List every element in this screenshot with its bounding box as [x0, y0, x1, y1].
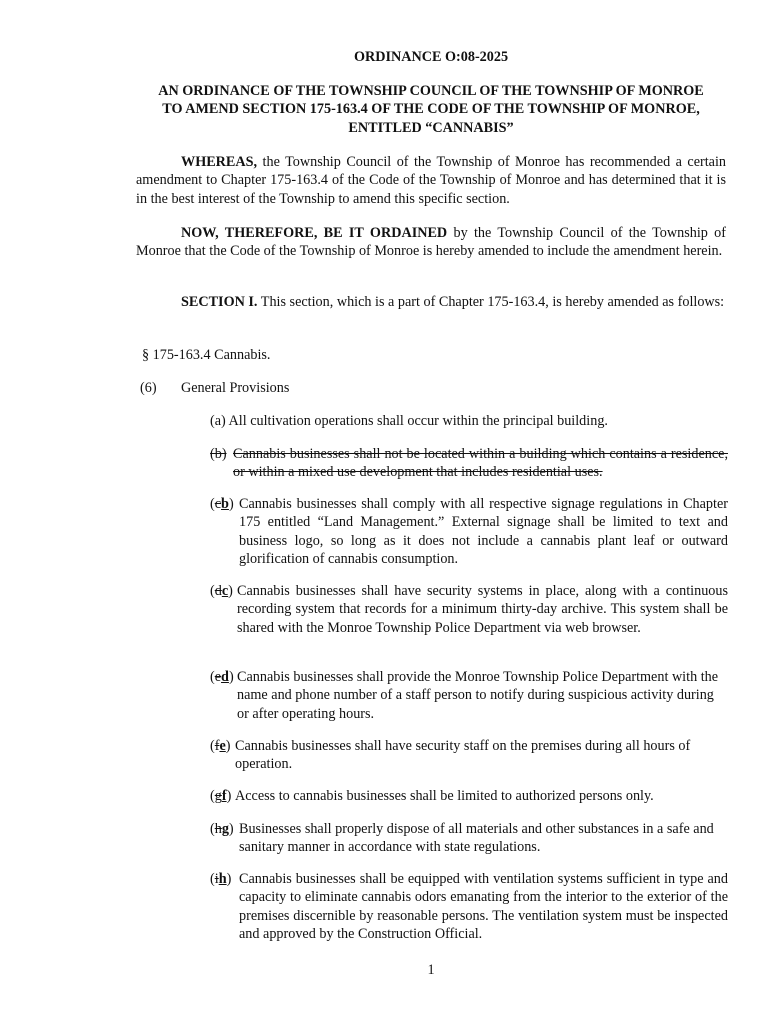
item-text: Cannabis businesses shall have security systems in place, along with a continuous recording system that records for a minimum thirty-day archive. This system shall be shared with the Monroe Township Police Department via web browser.	[237, 583, 728, 636]
list-item	[210, 870, 728, 944]
deleted-letter: c	[214, 496, 222, 512]
whereas-paragraph	[136, 153, 726, 208]
section-text: This section, which is a part of Chapter 175-163.4, is hereby amended as follows:	[257, 294, 725, 310]
deleted-letter: d	[214, 583, 222, 599]
item-text: Businesses shall properly dispose of all materials and other substances in a safe and sanitary manner in accordance with state regulations.	[239, 821, 714, 856]
list-item-deleted	[210, 445, 728, 482]
list-item	[210, 495, 728, 569]
ordained-paragraph	[136, 224, 726, 261]
inserted-letter: d	[221, 669, 229, 685]
list-item	[210, 737, 728, 774]
item-label: (cb)	[210, 496, 234, 512]
general-provisions	[140, 379, 289, 397]
whereas-text: the Township Council of the Township of Monroe has recommended a certain amendment to Chapter 175-163.4 of the Code of the Township of Monroe and has determined that it is in the best interest of the Township to amend this specific section.	[136, 154, 726, 207]
inserted-letter: b	[221, 496, 229, 512]
inserted-letter: c	[221, 583, 229, 599]
inserted-letter: f	[221, 788, 227, 804]
item-label: (b)	[210, 446, 227, 462]
heading-line: ENTITLED “CANNABIS”	[348, 119, 514, 136]
item-text: Cannabis businesses shall provide the Monroe Township Police Department with the name and phone number of a staff person to notify during suspicious activity during or after operating hours.	[237, 669, 719, 722]
item-text: Cannabis businesses shall comply with all respective signage regulations in Chapter 175 entitled “Land Management.” External signage shall be limited to text and business logo, so long as it does not include a cannabis plant leaf or outward glorification of cannabis consumption.	[239, 496, 728, 568]
section-reference: § 175-163.4 Cannabis.	[142, 347, 271, 363]
item-text: All cultivation operations shall occur within the principal building.	[228, 413, 608, 429]
list-item	[210, 820, 728, 857]
provision-number: (6)	[140, 380, 157, 396]
ordained-lead: NOW, THEREFORE, BE IT ORDAINED	[181, 225, 448, 241]
item-text: Access to cannabis businesses shall be limited to authorized persons only.	[235, 788, 654, 804]
deleted-letter: e	[214, 669, 222, 685]
provision-label: General Provisions	[181, 380, 290, 396]
deleted-letter: i	[214, 871, 219, 887]
item-label: (hg)	[210, 821, 234, 837]
heading-line: TO AMEND SECTION 175-163.4 OF THE CODE OF THE TOWNSHIP OF MONROE,	[162, 101, 700, 118]
ordained-text: by the Township Council of the Township of Monroe that the Code of the Township of Monroe is hereby amended to include the amendment herein.	[136, 225, 726, 260]
section-paragraph	[136, 293, 726, 311]
item-label: (ed)	[210, 669, 234, 685]
item-text: Cannabis businesses shall be equipped with ventilation systems sufficient in type and capacity to eliminate cannabis odors emanating from the interior to the exterior of the premises discernible by reasonable persons. The ventilation system must be inspected and approved by the Construction Official.	[239, 871, 728, 943]
heading-line: AN ORDINANCE OF THE TOWNSHIP COUNCIL OF THE TOWNSHIP OF MONROE	[158, 83, 704, 99]
list-item	[210, 787, 728, 805]
item-label: (ih)	[210, 871, 232, 887]
deleted-letter: f	[214, 738, 220, 754]
whereas-lead: WHEREAS,	[181, 154, 258, 170]
deleted-letter: h	[214, 821, 222, 837]
section-lead: SECTION I.	[181, 294, 258, 310]
deleted-letter: g	[214, 788, 222, 804]
item-label: (fe)	[210, 738, 231, 754]
list-item	[210, 412, 728, 430]
list-item	[210, 582, 728, 637]
list-item	[210, 668, 728, 723]
inserted-letter: e	[219, 738, 226, 754]
page-number: 1	[427, 962, 435, 978]
item-label: (dc)	[210, 583, 233, 599]
inserted-letter: g	[221, 821, 229, 837]
ordinance-title: ORDINANCE O:08-2025	[353, 49, 509, 65]
item-label: (gf)	[210, 788, 232, 804]
item-label: (a)	[210, 413, 226, 429]
ordinance-heading	[136, 82, 726, 137]
inserted-letter: h	[218, 871, 227, 887]
item-text: Cannabis businesses shall not be located within a building which contains a residence, or within a mixed use development that includes residential uses.	[233, 446, 728, 481]
item-text: Cannabis businesses shall have security staff on the premises during all hours of operation.	[235, 738, 691, 773]
